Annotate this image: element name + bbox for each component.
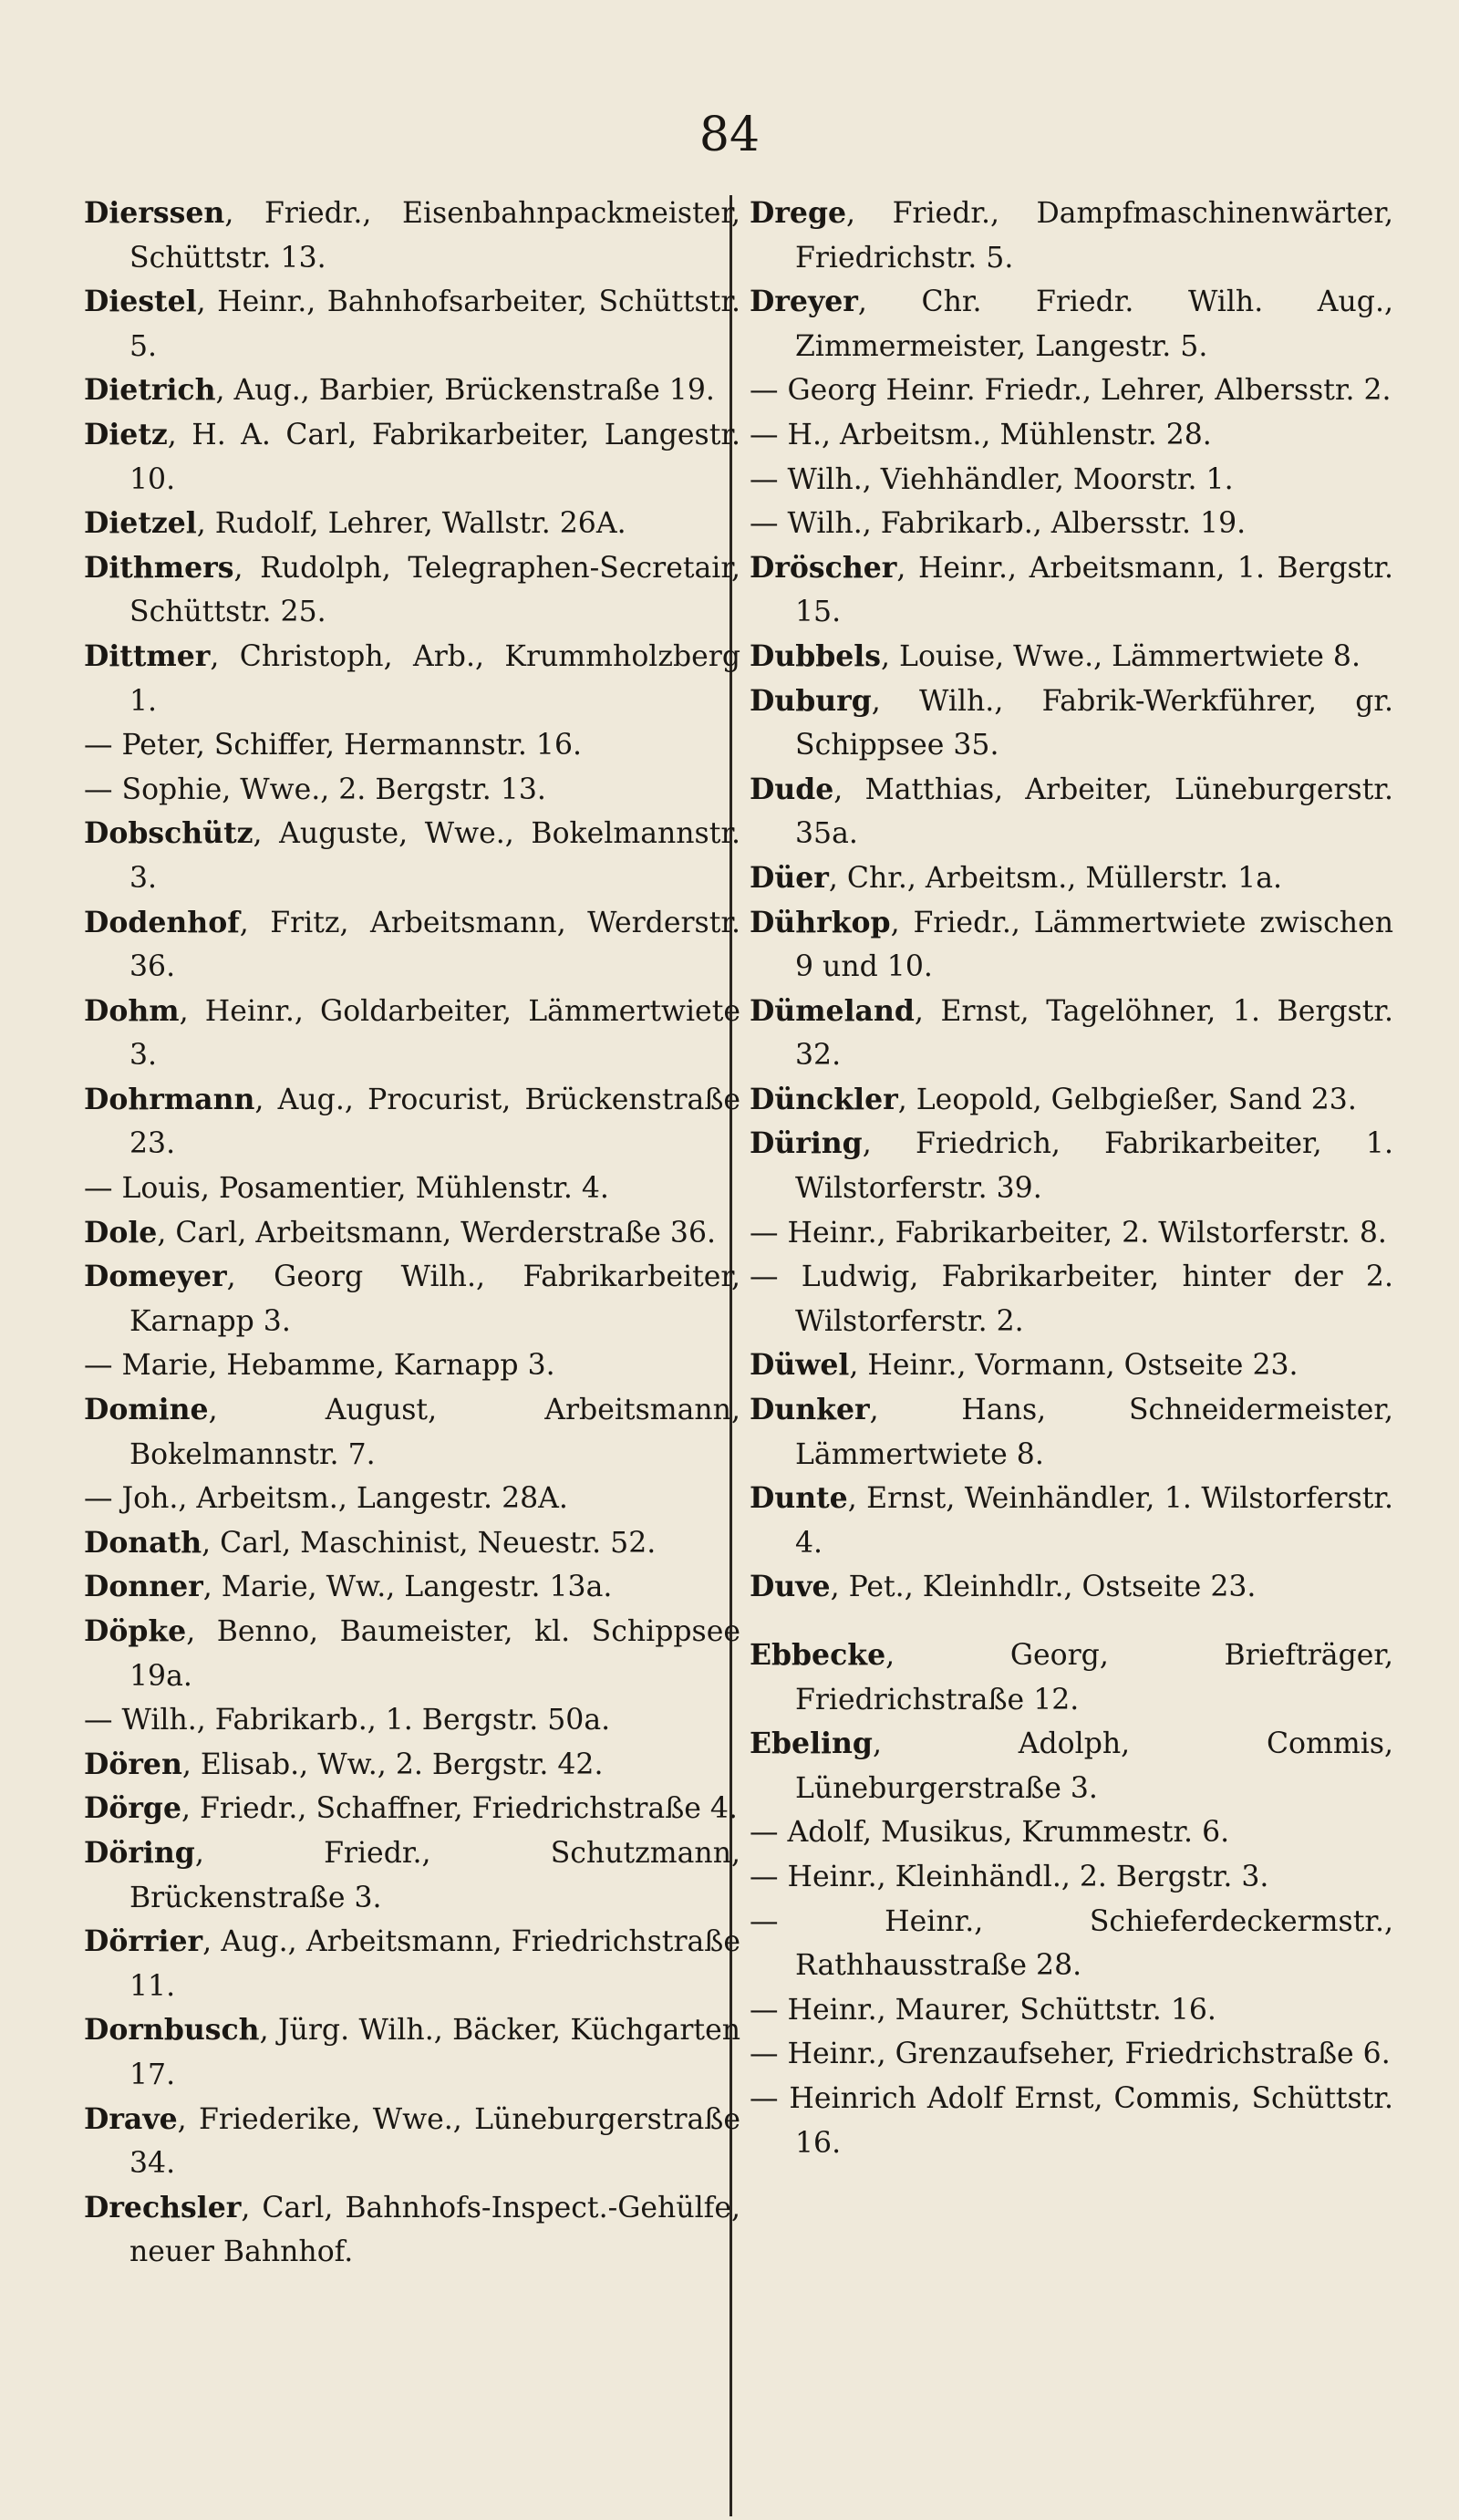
directory-entry: [84, 990, 740, 1078]
entry-surname: Dören: [84, 1747, 182, 1781]
entry-details: — Wilh., Viehhändler, Moorstr. 1.: [750, 462, 1234, 496]
directory-entry: [84, 723, 740, 768]
directory-entry: [84, 1255, 740, 1343]
directory-entry: [84, 1831, 740, 1920]
entry-surname: Dittmer: [84, 638, 211, 673]
entry-details: — Ludwig, Fabrikarbeiter, hinter der 2. Wilstorferstr. 2.: [750, 1260, 1393, 1338]
entry-details: , Jürg. Wilh., Bäcker, Küchgarten 17.: [129, 2014, 740, 2091]
directory-entry: [84, 768, 740, 813]
entry-surname: Dührkop: [750, 905, 891, 939]
entry-details: — Marie, Hebamme, Karnapp 3.: [84, 1349, 555, 1383]
entry-details: , Friedrich, Fabrikarbeiter, 1. Wilstorferstr. 39.: [795, 1127, 1393, 1206]
entry-surname: Dierssen: [84, 196, 225, 230]
entry-details: , Hans, Schneidermeister, Lämmertwiete 8.: [795, 1394, 1393, 1471]
entry-surname: Dohm: [84, 993, 180, 1028]
entry-details: — Wilh., Fabrikarb., Albersstr. 19.: [750, 507, 1247, 541]
directory-entry: [84, 1920, 740, 2008]
entry-details: — Georg Heinr. Friedr., Lehrer, Albersstr. 2.: [750, 374, 1392, 408]
directory-entry: [84, 1078, 740, 1167]
directory-entry: [750, 1477, 1393, 1565]
right-column: [737, 192, 1393, 2165]
left-column: [84, 192, 740, 2275]
directory-entry: [84, 280, 740, 368]
entry-details: , Heinr., Bahnhofsarbeiter, Schüttstr. 5.: [129, 285, 740, 363]
directory-entry: [750, 1900, 1393, 1988]
entry-details: , Adolph, Commis, Lüneburgerstraße 3.: [795, 1727, 1393, 1805]
entry-surname: Drege: [750, 196, 847, 230]
directory-entry: [84, 1743, 740, 1788]
entry-details: — Heinrich Adolf Ernst, Commis, Schüttstr. 16.: [750, 2081, 1393, 2160]
entry-surname: Dünckler: [750, 1082, 898, 1116]
entry-surname: Diestel: [84, 285, 197, 319]
entry-details: , Carl, Bahnhofs-Inspect.-Gehülfe, neuer Bahnhof.: [129, 2191, 740, 2269]
directory-entry: [750, 1810, 1393, 1855]
entry-details: , Benno, Baumeister, kl. Schippsee 19a.: [129, 1615, 740, 1693]
entry-details: , Aug., Procurist, Brückenstraße 23.: [129, 1083, 740, 1161]
entry-surname: Duburg: [750, 683, 872, 718]
entry-details: , Wilh., Fabrik-Werkführer, gr. Schippsee 35.: [795, 684, 1393, 762]
directory-entry: [750, 1211, 1393, 1256]
entry-details: , Friedr., Eisenbahnpackmeister, Schüttstr. 13.: [129, 197, 740, 275]
directory-entry: [750, 1633, 1393, 1722]
entry-surname: Domine: [84, 1393, 209, 1427]
directory-entry: [84, 413, 740, 502]
entry-details: , Elisab., Ww., 2. Bergstr. 42.: [181, 1747, 604, 1781]
entry-details: — Sophie, Wwe., 2. Bergstr. 13.: [84, 773, 546, 806]
directory-entry: [84, 502, 740, 546]
directory-entry: [750, 990, 1393, 1078]
entry-surname: Dietrich: [84, 373, 216, 408]
directory-entry: [84, 2186, 740, 2275]
entry-surname: Dörge: [84, 1791, 181, 1826]
directory-entry: [750, 1078, 1393, 1123]
entry-details: — Heinr., Schieferdeckermstr., Rathhausstraße 28.: [750, 1904, 1393, 1983]
entry-details: , Friedr., Lämmertwiete zwischen 9 und 10.: [795, 906, 1393, 984]
entry-surname: Dröscher: [750, 550, 897, 585]
entry-surname: Domeyer: [84, 1260, 227, 1294]
directory-entry: [84, 1565, 740, 1610]
entry-surname: Dietz: [84, 417, 168, 451]
directory-entry: [84, 812, 740, 900]
entry-surname: Dude: [750, 772, 834, 806]
directory-entry: [750, 368, 1393, 413]
directory-entry: [750, 1255, 1393, 1343]
entry-details: , Georg, Briefträger, Friedrichstraße 12.: [795, 1639, 1393, 1716]
page-number: 84: [698, 108, 761, 162]
directory-entry: [750, 1988, 1393, 2033]
entry-details: , Heinr., Arbeitsmann, 1. Bergstr. 15.: [795, 551, 1393, 629]
entry-details: — Heinr., Kleinhändl., 2. Bergstr. 3.: [750, 1860, 1269, 1893]
entry-surname: Dodenhof: [84, 905, 240, 939]
entry-details: , Ernst, Tagelöhner, 1. Bergstr. 32.: [795, 994, 1393, 1073]
directory-entry: [84, 1388, 740, 1477]
entry-surname: Dobschütz: [84, 816, 254, 851]
entry-details: , Rudolph, Telegraphen-Secretair, Schüttstr. 25.: [129, 551, 740, 629]
directory-entry: [750, 768, 1393, 856]
entry-details: , Marie, Ww., Langestr. 13a.: [202, 1571, 613, 1604]
entry-surname: Dörrier: [84, 1924, 203, 1959]
entry-surname: Donath: [84, 1525, 202, 1560]
entry-details: , Auguste, Wwe., Bokelmannstr. 3.: [129, 817, 740, 895]
entry-surname: Drechsler: [84, 2190, 242, 2224]
directory-entry: [84, 1211, 740, 1256]
directory-entry: [84, 1610, 740, 1698]
entry-surname: Donner: [84, 1570, 203, 1604]
directory-entry: [750, 546, 1393, 635]
directory-entry: [84, 1167, 740, 1211]
entry-details: — Heinr., Fabrikarbeiter, 2. Wilstorferstr. 8.: [750, 1216, 1387, 1250]
directory-entry: [84, 1787, 740, 1831]
entry-details: — Wilh., Fabrikarb., 1. Bergstr. 50a.: [84, 1704, 611, 1737]
directory-entry: [84, 1343, 740, 1388]
directory-entry: [750, 1122, 1393, 1210]
entry-surname: Düring: [750, 1126, 863, 1161]
entry-surname: Döring: [84, 1835, 195, 1870]
directory-entry: [84, 192, 740, 280]
directory-entry: [750, 280, 1393, 368]
entry-details: , Christoph, Arb., Krummholzberg 1.: [129, 639, 740, 718]
directory-entry: [750, 856, 1393, 901]
directory-entry: [750, 2032, 1393, 2077]
entry-details: , Carl, Arbeitsmann, Werderstraße 36.: [157, 1216, 716, 1250]
directory-entry: [750, 679, 1393, 768]
directory-entry: [750, 1343, 1393, 1388]
entry-surname: Dunker: [750, 1393, 870, 1427]
entry-surname: Ebbecke: [750, 1638, 886, 1672]
entry-details: — Heinr., Grenzaufseher, Friedrichstraße 6.: [750, 2038, 1391, 2071]
entry-details: , Heinr., Vormann, Ostseite 23.: [849, 1349, 1299, 1383]
entry-details: — Heinr., Maurer, Schüttstr. 16.: [750, 1993, 1216, 2027]
directory-entry: [84, 368, 740, 413]
entry-surname: Duve: [750, 1570, 831, 1604]
entry-surname: Dornbusch: [84, 2013, 260, 2048]
entry-details: , H. A. Carl, Fabrikarbeiter, Langestr. 10.: [129, 418, 740, 496]
entry-surname: Dietzel: [84, 506, 197, 541]
directory-entry: [750, 1855, 1393, 1900]
entry-surname: Dohrmann: [84, 1082, 255, 1116]
entry-details: , Chr. Friedr. Wilh. Aug., Zimmermeister, Langestr. 5.: [795, 285, 1393, 363]
entry-details: , Friedr., Dampfmaschinenwärter, Friedrichstr. 5.: [795, 197, 1393, 275]
entry-surname: Döpke: [84, 1614, 187, 1648]
directory-entry: [84, 2008, 740, 2097]
entry-details: , Louise, Wwe., Lämmertwiete 8.: [881, 639, 1361, 673]
directory-entry: [750, 458, 1393, 503]
entry-details: , Carl, Maschinist, Neuestr. 52.: [202, 1526, 657, 1560]
entry-surname: Düwel: [750, 1348, 850, 1383]
entry-details: , Georg Wilh., Fabrikarbeiter, Karnapp 3.: [129, 1260, 740, 1338]
directory-entry: [84, 2098, 740, 2186]
directory-entry: [750, 413, 1393, 458]
entry-details: , Ernst, Weinhändler, 1. Wilstorferstr. 4.: [795, 1482, 1393, 1560]
directory-entry: [84, 546, 740, 635]
entry-surname: Dümeland: [750, 993, 915, 1028]
directory-entry: [84, 1477, 740, 1521]
directory-entry: [750, 901, 1393, 990]
entry-surname: Düer: [750, 860, 829, 895]
entry-details: , Aug., Barbier, Brückenstraße 19.: [215, 374, 715, 408]
entry-details: — H., Arbeitsm., Mühlenstr. 28.: [750, 418, 1212, 451]
directory-entry: [84, 635, 740, 723]
entry-surname: Dubbels: [750, 638, 882, 673]
entry-details: , Friedr., Schutzmann, Brückenstraße 3.: [129, 1836, 740, 1914]
entry-details: , Pet., Kleinhdlr., Ostseite 23.: [830, 1571, 1257, 1604]
entry-surname: Drave: [84, 2101, 178, 2136]
entry-surname: Dithmers: [84, 550, 234, 585]
entry-details: , Matthias, Arbeiter, Lüneburgerstr. 35a.: [795, 773, 1393, 851]
entry-details: , Leopold, Gelbgießer, Sand 23.: [897, 1083, 1357, 1116]
directory-entry: [84, 901, 740, 990]
directory-entry: [84, 1521, 740, 1566]
entry-details: , Chr., Arbeitsm., Müllerstr. 1a.: [828, 861, 1282, 895]
directory-entry: [750, 635, 1393, 679]
entry-details: , Rudolf, Lehrer, Wallstr. 26A.: [196, 507, 626, 541]
entry-details: , Heinr., Goldarbeiter, Lämmertwiete 3.: [129, 994, 740, 1073]
letter-section-gap: [750, 1610, 1393, 1633]
directory-entry: [750, 1388, 1393, 1477]
entry-details: , Fritz, Arbeitsmann, Werderstr. 36.: [129, 906, 740, 984]
entry-surname: Dreyer: [750, 285, 858, 319]
entry-surname: Ebeling: [750, 1727, 873, 1761]
directory-entry: [750, 1565, 1393, 1610]
entry-details: , August, Arbeitsmann, Bokelmannstr. 7.: [129, 1394, 740, 1471]
directory-entry: [750, 1722, 1393, 1810]
entry-details: — Peter, Schiffer, Hermannstr. 16.: [84, 729, 583, 762]
entry-details: — Adolf, Musikus, Krummestr. 6.: [750, 1816, 1230, 1850]
entry-details: — Louis, Posamentier, Mühlenstr. 4.: [84, 1172, 609, 1206]
entry-details: , Friederike, Wwe., Lüneburgerstraße 34.: [129, 2102, 740, 2181]
entry-details: , Aug., Arbeitsmann, Friedrichstraße 11.: [129, 1925, 740, 2003]
directory-entry: [750, 192, 1393, 280]
entry-surname: Dole: [84, 1215, 158, 1250]
entry-surname: Dunte: [750, 1481, 848, 1516]
directory-entry: [750, 502, 1393, 546]
entry-details: — Joh., Arbeitsm., Langestr. 28A.: [84, 1482, 568, 1516]
directory-entry: [750, 2077, 1393, 2165]
directory-entry: [84, 1698, 740, 1743]
entry-details: , Friedr., Schaffner, Friedrichstraße 4.: [181, 1792, 738, 1826]
